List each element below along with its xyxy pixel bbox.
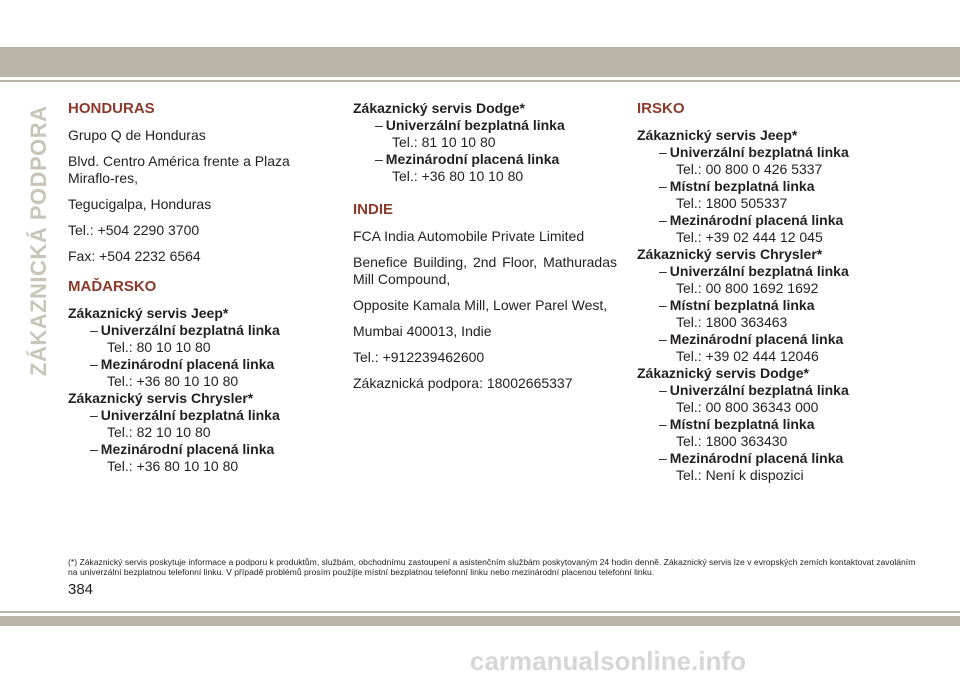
footer-bar xyxy=(0,616,960,626)
honduras-line: Blvd. Centro América frente a Plaza Miraflo-res, xyxy=(68,153,290,186)
side-section-title: ZÁKAZNICKÁ PODPORA xyxy=(26,105,51,376)
line-label: – Mezinárodní placená linka xyxy=(90,356,275,372)
line-label: – Univerzální bezplatná linka xyxy=(375,117,565,133)
phone-number: Tel.: 00 800 1692 1692 xyxy=(676,280,819,296)
line-label: – Univerzální bezplatná linka xyxy=(659,144,849,160)
phone-number: Tel.: 81 10 10 80 xyxy=(392,134,496,150)
footer-rule xyxy=(0,611,960,613)
line-label: – Univerzální bezplatná linka xyxy=(90,322,280,338)
service-title: Zákaznický servis Jeep* xyxy=(68,305,229,321)
service-title: Zákaznický servis Dodge* xyxy=(353,100,525,116)
phone-number: Tel.: +36 80 10 10 80 xyxy=(392,168,524,184)
indie-line: FCA India Automobile Private Limited xyxy=(353,228,585,244)
line-label: – Mezinárodní placená linka xyxy=(659,212,844,228)
phone-number: Tel.: Není k dispozici xyxy=(676,467,804,483)
line-label: – Místní bezplatná linka xyxy=(659,178,815,194)
heading-madarsko: MAĎARSKO xyxy=(68,278,157,295)
indie-line: Opposite Kamala Mill, Lower Parel West, xyxy=(353,297,608,313)
line-label: – Mezinárodní placená linka xyxy=(375,151,560,167)
line-label: – Univerzální bezplatná linka xyxy=(90,407,280,423)
heading-honduras: HONDURAS xyxy=(68,100,155,117)
phone-number: Tel.: 1800 505337 xyxy=(676,195,788,211)
line-label: – Mezinárodní placená linka xyxy=(90,441,275,457)
phone-number: Tel.: 1800 363463 xyxy=(676,314,788,330)
honduras-line: Tegucigalpa, Honduras xyxy=(68,196,212,212)
header-bar xyxy=(0,47,960,77)
top-band xyxy=(0,0,960,47)
indie-line: Zákaznická podpora: 18002665337 xyxy=(353,375,573,391)
honduras-line: Fax: +504 2232 6564 xyxy=(68,248,201,264)
phone-number: Tel.: +36 80 10 10 80 xyxy=(107,458,239,474)
phone-number: Tel.: 1800 363430 xyxy=(676,433,788,449)
line-label: – Univerzální bezplatná linka xyxy=(659,382,849,398)
indie-line: Tel.: +912239462600 xyxy=(353,349,485,365)
column-3 xyxy=(637,100,907,484)
footnote: (*) Zákaznický servis poskytuje informace a podporu k produktům, službám, obchodnímu zastoupení a asistenčním službám poskytovaným 24 hodin denně. Zákaznický servis lze v evropských zemích kontaktovat zavoláním na univerzální bezplatnou telefonní linku. V případě problémů prosím použijte místní bezplatnou telefonní linku nebo mezinárodní placenou telefonní linku. xyxy=(68,557,916,577)
indie-line: Mumbai 400013, Indie xyxy=(353,323,492,339)
page-number: 384 xyxy=(68,581,94,598)
service-title: Zákaznický servis Chrysler* xyxy=(637,246,823,262)
phone-number: Tel.: +39 02 444 12046 xyxy=(676,348,819,364)
phone-number: Tel.: +36 80 10 10 80 xyxy=(107,373,239,389)
column-2 xyxy=(353,100,617,401)
phone-number: Tel.: +39 02 444 12 045 xyxy=(676,229,823,245)
column-1 xyxy=(68,100,336,475)
header-rule xyxy=(0,80,960,82)
phone-number: Tel.: 82 10 10 80 xyxy=(107,424,211,440)
service-title: Zákaznický servis Dodge* xyxy=(637,365,809,381)
heading-indie: INDIE xyxy=(353,201,394,218)
line-label: – Univerzální bezplatná linka xyxy=(659,263,849,279)
honduras-line: Tel.: +504 2290 3700 xyxy=(68,222,200,238)
phone-number: Tel.: 80 10 10 80 xyxy=(107,339,211,355)
watermark: carmanualsonline.info xyxy=(470,646,746,676)
heading-irsko: IRSKO xyxy=(637,100,685,117)
line-label: – Místní bezplatná linka xyxy=(659,416,815,432)
indie-line: Benefice Building, 2nd Floor, Mathuradas Mill Compound, xyxy=(353,254,617,287)
service-title: Zákaznický servis Chrysler* xyxy=(68,390,254,406)
honduras-line: Grupo Q de Honduras xyxy=(68,127,206,143)
line-label: – Mezinárodní placená linka xyxy=(659,450,844,466)
phone-number: Tel.: 00 800 36343 000 xyxy=(676,399,819,415)
service-title: Zákaznický servis Jeep* xyxy=(637,127,798,143)
phone-number: Tel.: 00 800 0 426 5337 xyxy=(676,161,823,177)
line-label: – Mezinárodní placená linka xyxy=(659,331,844,347)
line-label: – Místní bezplatná linka xyxy=(659,297,815,313)
